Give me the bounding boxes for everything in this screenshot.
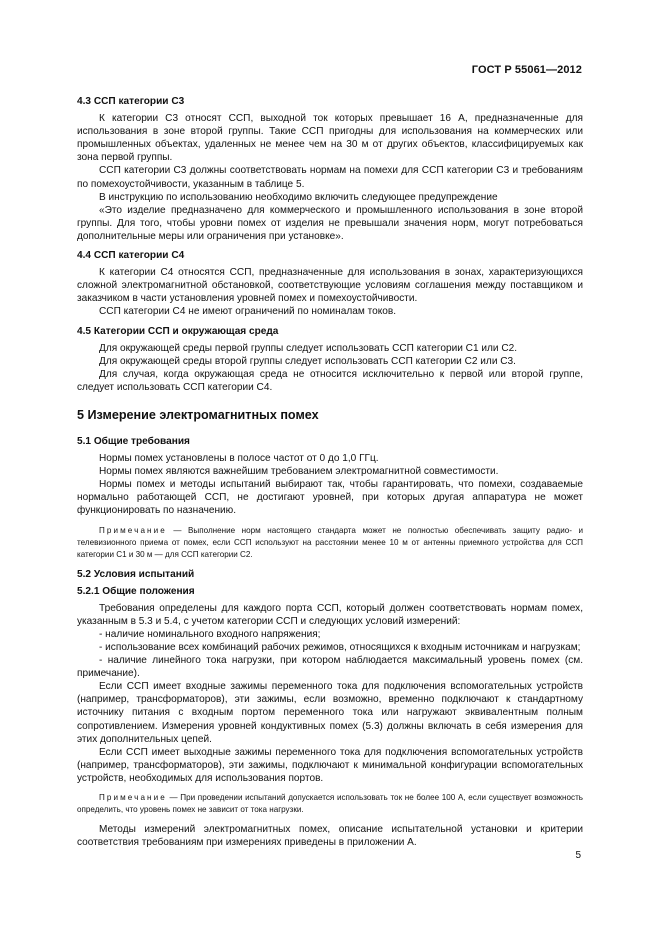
note <box>77 525 583 561</box>
paragraph: ССП категории С4 не имеют ограничений по номиналам токов. <box>99 306 397 318</box>
list-item: - использование всех комбинаций рабочих режимов, относящихся к входным источникам и нагрузкам; <box>99 642 581 653</box>
list-item: - наличие линейного тока нагрузки, при котором наблюдается максимальный уровень помех (см. примечание). <box>77 655 583 680</box>
paragraph: Методы измерений электромагнитных помех, описание испытательной установки и критерии соответствия требованиям при измерениях приведены в приложении А. <box>77 824 583 849</box>
note-text: — При проведении испытаний допускается использовать ток не более 100 А, если существует возможность определить, что уровень помех не зависит от тока нагрузки. <box>77 793 583 815</box>
list-item: - наличие номинального входного напряжения; <box>99 628 321 640</box>
paragraph: Для окружающей среды второй группы следует использовать ССП категории С2 или С3. <box>99 355 516 367</box>
paragraph: К категории С3 относят ССП, выходной ток которых превышает 16 А, предназначенные для использования в зоне второй группы. Такие ССП пригодны для использования на коммерческих или промышленных объектах, удаленных не менее чем на 30 м от других объектов, классифицируемых как зона первой группы. <box>77 113 583 164</box>
paragraph: Нормы помех установлены в полосе частот от 0 до 1,0 ГГц. <box>99 453 379 465</box>
heading-5-2-1: 5.2.1 Общие положения <box>77 585 195 597</box>
note-label: Примечание <box>99 525 167 535</box>
heading-5-1: 5.1 Общие требования <box>77 435 190 447</box>
document-header: ГОСТ Р 55061—2012 <box>471 64 582 76</box>
heading-4-4: 4.4 ССП категории С4 <box>77 250 185 262</box>
heading-5: 5 Измерение электромагнитных помех <box>77 407 319 422</box>
page-content <box>77 95 583 849</box>
note <box>77 792 583 816</box>
heading-5-2: 5.2 Условия испытаний <box>77 568 195 580</box>
paragraph: Нормы помех являются важнейшим требованием электромагнитной совместимости. <box>99 466 499 478</box>
heading-4-3: 4.3 ССП категории С3 <box>77 96 185 107</box>
paragraph: К категории С4 относятся ССП, предназначенные для использования в зонах, характеризующихся сложной электромагнитной обстановкой, соответствующие условиям соглашения между поставщиком и заказчиком в части установления уровней помех и помехоустойчивости. <box>77 267 583 305</box>
paragraph: Для окружающей среды первой группы следует использовать ССП категории С1 или С2. <box>99 342 518 354</box>
paragraph: ССП категории С3 должны соответствовать нормам на помехи для ССП категории С3 и требованиям по помехоустойчивости, указанным в таблице 5. <box>77 165 583 190</box>
paragraph: Если ССП имеет входные зажимы переменного тока для подключения вспомогательных устройств (например, трансформаторов), эти зажимы, если возможно, временно подключают к стандартному источнику питания с входным портом переменного тока или нагружают эквивалентным полным сопротивлением. Измерения уровней кондуктивных помех (5.3) должны включать в себя измерения для этих дополнительных цепей. <box>77 681 583 745</box>
paragraph: Для случая, когда окружающая среда не относится исключительно к первой или второй группе, следует использовать ССП категории С4. <box>77 368 583 393</box>
heading-4-5: 4.5 Категории ССП и окружающая среда <box>77 325 279 337</box>
paragraph: В инструкцию по использованию необходимо включить следующее предупреждение <box>99 191 498 203</box>
paragraph: Требования определены для каждого порта ССП, который должен соответствовать нормам помех, указанным в 5.3 и 5.4, с учетом категории ССП и следующих условий измерений: <box>77 602 583 627</box>
note-label: Примечание <box>99 793 167 803</box>
note-text: — Выполнение норм настоящего стандарта может не полностью обеспечивать защиту радио- и телевизионного приема от помех, если ССП используют на расстоянии менее 10 м от антенны приемного устройства для ССП категории С1 и 30 м — для ССП категории С2. <box>77 525 583 559</box>
page-number: 5 <box>575 850 581 861</box>
paragraph: «Это изделие предназначено для коммерческого и промышленного использования в зоне второй группы. Для того, чтобы уровни помех от изделия не превышали значения норм, могут потребоваться дополнительные меры или ограничения при установке». <box>77 204 583 242</box>
paragraph: Если ССП имеет выходные зажимы переменного тока для подключения вспомогательных устройств (например, трансформаторов), эти зажимы, подключают к минимальной конфигурации вспомогательных устройств, необходимых для использования портов. <box>77 746 583 784</box>
paragraph: Нормы помех и методы испытаний выбирают так, чтобы гарантировать, что помехи, создаваемые нормально работающей ССП, не достигают уровней, при которых другая аппаратура не может функционировать по назначению. <box>77 479 583 517</box>
